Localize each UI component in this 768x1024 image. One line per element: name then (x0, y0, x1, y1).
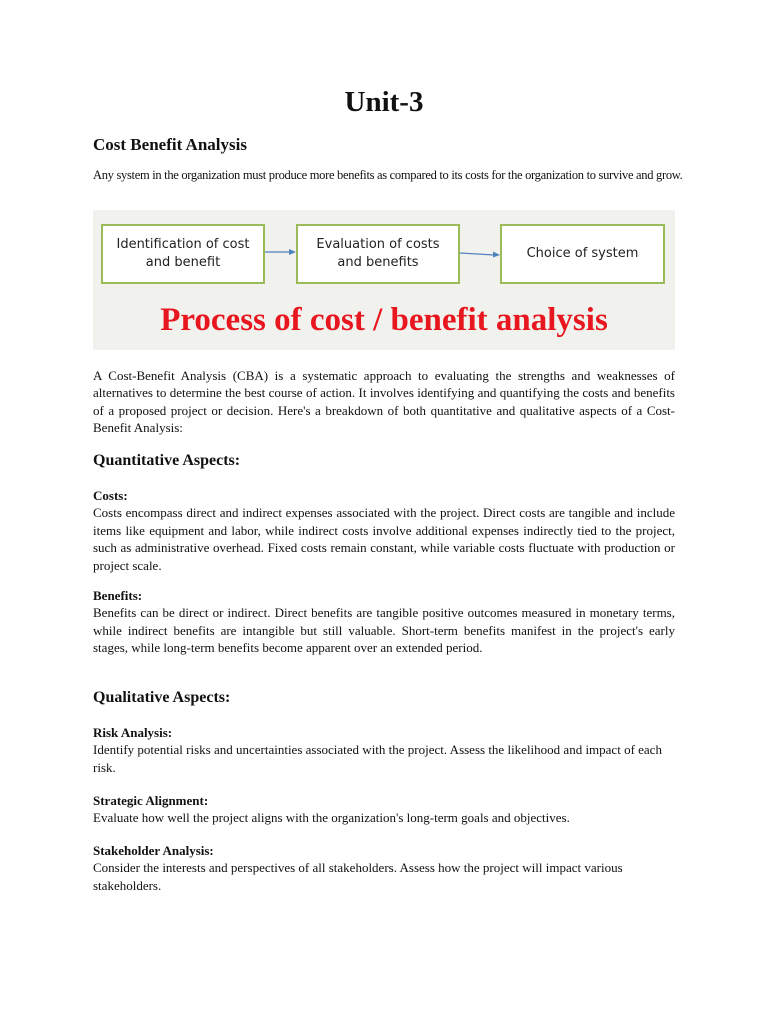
cba-process-diagram (93, 210, 675, 350)
costs-section (93, 487, 675, 574)
arrow-right-icon (460, 248, 500, 260)
step-2-line-2: and benefits (337, 255, 419, 270)
overview-paragraph: A Cost-Benefit Analysis (CBA) is a systematic approach to evaluating the strengths and weaknesses of alternatives to determine the best course of action. It involves identifying and quantifying the costs and benefits of a proposed project or decision. Here's a breakdown of both quantitative and qualitative aspects of a Cost-Benefit Analysis: (93, 368, 675, 436)
arrow-right-icon (265, 246, 296, 258)
benefits-label: Benefits: (93, 588, 143, 603)
strategic-text: Evaluate how well the project aligns with the organization's long-term goals and objectives. (93, 810, 570, 826)
stakeholder-text: Consider the interests and perspectives of all stakeholders. Assess how the project will impact various stakeholders. (93, 860, 623, 893)
step-3-label: Choice of system (526, 246, 639, 261)
risk-text: Identify potential risks and uncertainties associated with the project. Assess the likelihood and impact of each risk. (93, 742, 662, 775)
step-evaluation-box (296, 224, 460, 284)
step-choice-box (500, 224, 665, 284)
strategic-label: Strategic Alignment: (93, 793, 209, 808)
benefits-text: Benefits can be direct or indirect. Direct benefits are tangible positive outcomes measured in monetary terms, while indirect benefits are intangible but still valuable. Short-term benefits manifest in the project's early stages, while long-term benefits become apparent over an extended period. (93, 605, 675, 656)
risk-section (93, 724, 675, 776)
page-title: Unit-3 (344, 86, 424, 118)
strategic-section (93, 792, 675, 827)
costs-label: Costs: (93, 488, 128, 503)
diagram-caption: Process of cost / benefit analysis (160, 302, 608, 338)
costs-text: Costs encompass direct and indirect expenses associated with the project. Direct costs are tangible and include items like equipment and labor, while indirect costs involve additional expenses indirectly tied to the project, such as administrative overhead. Fixed costs remain constant, while variable costs fluctuate with production or project scale. (93, 505, 675, 573)
step-identification-box (101, 224, 265, 284)
step-1-line-1: Identification of cost (116, 237, 250, 252)
step-2-line-1: Evaluation of costs (316, 237, 440, 252)
risk-label: Risk Analysis: (93, 725, 173, 740)
quantitative-heading: Quantitative Aspects: (93, 452, 241, 469)
qualitative-heading: Qualitative Aspects: (93, 689, 231, 706)
step-1-line-2: and benefit (145, 255, 221, 270)
benefits-section (93, 587, 675, 657)
cba-heading: Cost Benefit Analysis (93, 135, 247, 154)
stakeholder-section (93, 842, 675, 894)
cba-intro: Any system in the organization must produce more benefits as compared to its costs for the organization to survive and grow. (93, 168, 683, 182)
stakeholder-label: Stakeholder Analysis: (93, 843, 214, 858)
